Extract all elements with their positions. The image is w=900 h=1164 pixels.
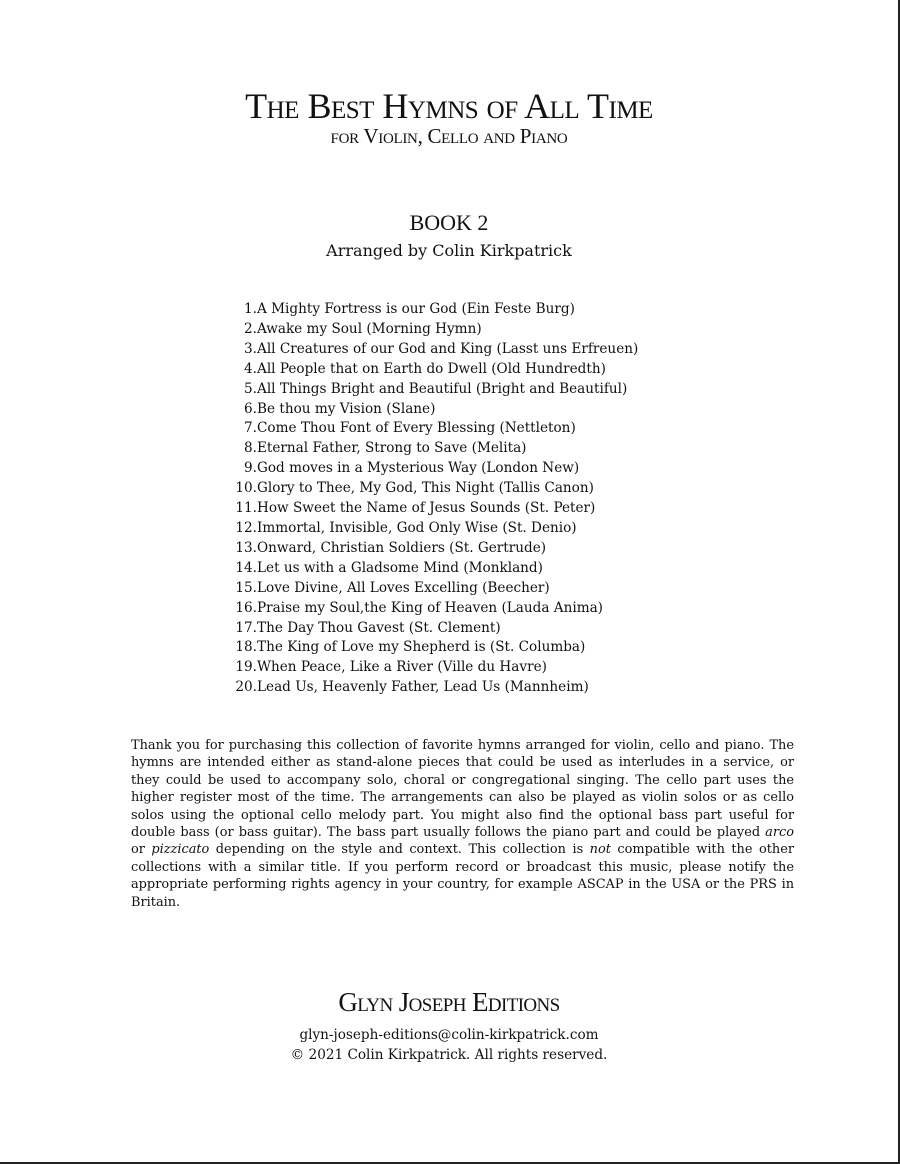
- hymn-item: [230, 638, 638, 658]
- contact-email: glyn-joseph-editions@colin-kirkpatrick.com: [299, 1027, 599, 1043]
- hymn-item: [230, 439, 638, 459]
- hymn-number: 19.: [235, 659, 257, 676]
- hymn-title: Onward, Christian Soldiers (St. Gertrude): [257, 539, 547, 556]
- hymn-item: [230, 539, 638, 559]
- hymn-number: 4.: [244, 360, 257, 377]
- description-text: or: [131, 842, 152, 858]
- hymn-title: A Mighty Fortress is our God (Ein Feste Burg): [257, 301, 575, 317]
- hymn-number: 7.: [244, 420, 257, 437]
- hymn-item: [230, 300, 638, 320]
- hymn-number: 20.: [235, 679, 257, 696]
- hymn-number: 2.: [244, 320, 257, 337]
- hymn-title: God moves in a Mysterious Way (London New): [257, 460, 580, 477]
- hymn-title: The Day Thou Gavest (St. Clement): [257, 619, 501, 636]
- hymn-list: [230, 300, 638, 698]
- hymn-number: 10.: [235, 480, 257, 497]
- arranger-credit: Arranged by Colin Kirkpatrick: [326, 241, 572, 260]
- hymn-number: 3.: [244, 340, 257, 357]
- hymn-item: [230, 320, 638, 340]
- hymn-number: 15.: [235, 579, 257, 596]
- hymn-item: [230, 619, 638, 639]
- hymn-number: 11.: [235, 500, 257, 517]
- hymn-title: All Creatures of our God and King (Lasst uns Erfreuen): [257, 340, 639, 357]
- hymn-title: Eternal Father, Strong to Save (Melita): [257, 440, 527, 457]
- hymn-item: [230, 559, 638, 579]
- hymn-number: 8.: [244, 440, 257, 457]
- hymn-number: 13.: [235, 539, 257, 556]
- hymn-title: Glory to Thee, My God, This Night (Tallis Canon): [257, 480, 594, 497]
- hymn-item: [230, 400, 638, 420]
- hymn-item: [230, 499, 638, 519]
- hymn-item: [230, 599, 638, 619]
- hymn-number: 16.: [235, 599, 257, 616]
- description-emphasis-pizzicato: pizzicato: [151, 842, 210, 858]
- description-emphasis-not: not: [589, 842, 611, 858]
- hymn-item: [230, 459, 638, 479]
- hymn-item: [230, 579, 638, 599]
- hymn-number: 17.: [235, 619, 257, 636]
- hymn-title: Praise my Soul,the King of Heaven (Lauda Anima): [257, 599, 603, 616]
- hymn-number: 5.: [244, 380, 257, 397]
- hymn-number: 18.: [235, 639, 257, 656]
- hymn-item: [230, 340, 638, 360]
- hymn-title: When Peace, Like a River (Ville du Havre): [257, 659, 547, 676]
- hymn-title: Immortal, Invisible, God Only Wise (St. Denio): [257, 519, 577, 536]
- hymn-item: [230, 519, 638, 539]
- hymn-item: [230, 678, 638, 698]
- hymn-title: Awake my Soul (Morning Hymn): [257, 320, 482, 337]
- hymn-number: 9.: [244, 460, 257, 477]
- description-paragraph: [131, 737, 794, 911]
- hymn-item: [230, 360, 638, 380]
- hymn-title: Let us with a Gladsome Mind (Monkland): [257, 559, 543, 576]
- hymn-title: Lead Us, Heavenly Father, Lead Us (Mannheim): [257, 679, 589, 696]
- hymn-number: 6.: [244, 400, 257, 417]
- hymn-item: [230, 380, 638, 400]
- description-emphasis-arco: arco: [765, 825, 794, 841]
- description-text: compatible with the other collections with a similar title. If you perform record or broadcast this music, please notify the appropriate performing rights agency in your country, for example ASCAP in the USA or the PRS in Britain.: [131, 842, 794, 910]
- hymn-number: 12.: [235, 519, 257, 536]
- copyright-notice: © 2021 Colin Kirkpatrick. All rights reserved.: [290, 1047, 608, 1063]
- hymn-item: [230, 419, 638, 439]
- hymn-title: How Sweet the Name of Jesus Sounds (St. Peter): [257, 500, 596, 517]
- hymn-number: 1.: [244, 301, 257, 317]
- hymn-item: [230, 479, 638, 499]
- publisher-logo: Glyn Joseph Editions: [338, 987, 560, 1017]
- hymn-title: Be thou my Vision (Slane): [257, 400, 436, 417]
- hymn-title: All Things Bright and Beautiful (Bright and Beautiful): [257, 380, 628, 397]
- page-title: The Best Hymns of All Time: [245, 86, 653, 126]
- hymn-title: The King of Love my Shepherd is (St. Columba): [257, 639, 586, 656]
- hymn-title: Come Thou Font of Every Blessing (Nettleton): [257, 420, 576, 437]
- book-label: BOOK 2: [409, 210, 489, 235]
- hymn-number: 14.: [235, 559, 257, 576]
- hymn-title: All People that on Earth do Dwell (Old Hundredth): [257, 360, 606, 377]
- hymn-title: Love Divine, All Loves Excelling (Beecher): [257, 579, 550, 596]
- description-text: depending on the style and context. This collection is: [209, 842, 590, 858]
- page-subtitle: for Violin, Cello and Piano: [330, 124, 568, 148]
- description-text: Thank you for purchasing this collection of favorite hymns arranged for violin, cello and piano. The hymns are intended either as stand-alone pieces that could be used as interludes in a service, or they could be used to accompany solo, choral or congregational singing. The cello part uses the higher register most of the time. The arrangements can also be played as violin solos or as cello solos using the optional cello melody part. You might also find the optional bass part useful for double bass (or bass guitar). The bass part usually follows the piano part and could be played: [131, 738, 794, 841]
- hymn-item: [230, 658, 638, 678]
